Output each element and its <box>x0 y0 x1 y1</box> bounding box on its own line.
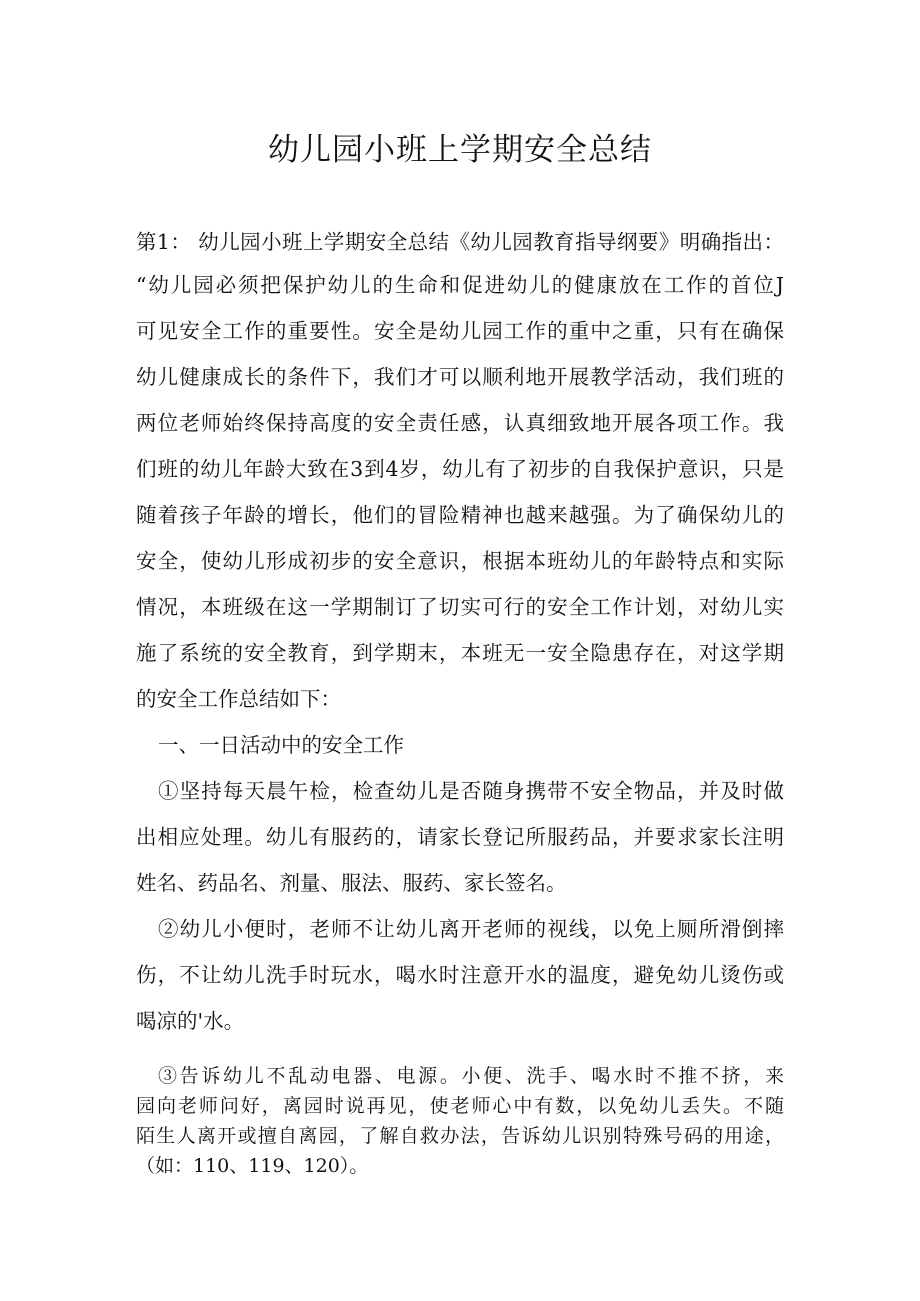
item3-line-2: 园向老师问好，离园时说再见，使老师心中有数，以免幼儿丢失。不随 <box>136 1095 784 1117</box>
intro-line-2: “幼儿园必须把保护幼儿的生命和促进幼儿的健康放在工作的首位J <box>136 273 784 297</box>
intro-line-11: 的安全工作总结如下： <box>136 687 341 711</box>
document-title: 幼儿园小班上学期安全总结 <box>268 132 652 168</box>
item3-line-3: 陌生人离开或擅自离园，了解自救办法，告诉幼儿识别特殊号码的用途， <box>136 1125 784 1147</box>
item2-line-1: ②幼儿小便时，老师不让幼儿离开老师的视线，以免上厕所滑倒摔 <box>158 917 784 941</box>
item1-line-3: 姓名、药品名、剂量、服法、服药、家长签名。 <box>136 871 567 895</box>
intro-line-6: 们班的幼儿年龄大致在3到4岁，幼儿有了初步的自我保护意识，只是 <box>136 457 784 481</box>
item1-line-1: ①坚持每天晨午检，检查幼儿是否随身携带不安全物品，并及时做 <box>158 779 784 803</box>
item2-line-3: 喝凉的'水。 <box>136 1009 245 1033</box>
intro-line-5: 两位老师始终保持高度的安全责任感，认真细致地开展各项工作。我 <box>136 411 784 435</box>
intro-line-7: 随着孩子年龄的增长，他们的冒险精神也越来越强。为了确保幼儿的 <box>136 503 784 527</box>
item2-line-2: 伤，不让幼儿洗手时玩水，喝水时注意开水的温度，避免幼儿烫伤或 <box>136 963 784 987</box>
intro-line-10: 施了系统的安全教育，到学期末，本班无一安全隐患存在，对这学期 <box>136 641 784 665</box>
intro-line-3: 可见安全工作的重要性。安全是幼儿园工作的重中之重，只有在确保 <box>136 319 784 343</box>
intro-line-1: 第1： 幼儿园小班上学期安全总结《幼儿园教育指导纲要》明确指出： <box>136 230 784 254</box>
intro-line-8: 安全，使幼儿形成初步的安全意识，根据本班幼儿的年龄特点和实际 <box>136 549 784 573</box>
item3-line-4: （如：110、119、120）。 <box>136 1155 369 1177</box>
intro-line-4: 幼儿健康成长的条件下，我们才可以顺利地开展教学活动，我们班的 <box>136 365 784 389</box>
section-heading: 一、一日活动中的安全工作 <box>158 733 404 757</box>
intro-line-9: 情况，本班级在这一学期制订了切实可行的安全工作计划，对幼儿实 <box>136 595 784 619</box>
item3-line-1: ③告诉幼儿不乱动电器、电源。小便、洗手、喝水时不推不挤，来 <box>158 1065 784 1087</box>
item1-line-2: 出相应处理。幼儿有服药的，请家长登记所服药品，并要求家长注明 <box>136 825 784 849</box>
